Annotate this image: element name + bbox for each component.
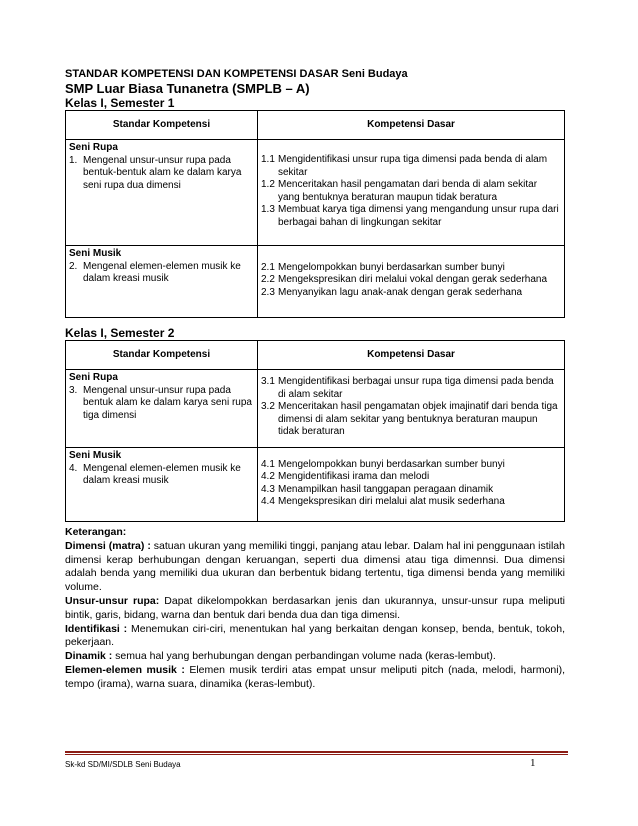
- sk-number: 4.: [69, 462, 78, 474]
- subject-label: Seni Musik: [69, 450, 122, 461]
- table-header-row: [66, 341, 565, 370]
- sk-cell: [66, 448, 258, 522]
- kd-number: 2.2: [261, 274, 275, 286]
- kd-header: Kompetensi Dasar: [258, 341, 565, 370]
- kd-text: Mengidentifikasi irama dan melodi: [278, 471, 430, 482]
- sk-number: 3.: [69, 384, 78, 396]
- sk-text: Mengenal elemen-elemen musik ke dalam kreasi musik: [83, 462, 241, 486]
- note-text: Menemukan ciri-ciri, menentukan hal yang berkaitan dengan konsep, benda, bentuk, tokoh, pekerjaan.: [65, 622, 565, 649]
- subject-label: Seni Musik: [69, 248, 122, 259]
- kd-text: Menceritakan hasil pengamatan objek imajinatif dari benda tiga dimensi di alam sekitar yang bentuknya beraturan maupun tidak beraturan: [278, 401, 558, 438]
- sk-item: [69, 155, 254, 193]
- document-title: STANDAR KOMPETENSI DAN KOMPETENSI DASAR Seni Budaya: [65, 68, 408, 80]
- kd-text: Mengekspresikan diri melalui vokal dengan gerak sederhana: [278, 274, 548, 286]
- kd-item: [261, 459, 561, 472]
- kd-item: [261, 154, 561, 179]
- kd-text: Mengelompokkan bunyi berdasarkan sumber bunyi: [278, 458, 505, 470]
- sk-text: Mengenal elemen-elemen musik ke dalam kreasi musik: [83, 260, 241, 284]
- kd-text: Menceritakan hasil pengamatan dari benda di alam sekitar yang bentuknya beraturan maupun tidak beratura: [278, 179, 538, 203]
- kd-item: [261, 262, 561, 275]
- footer-rule-thin: [65, 754, 568, 755]
- kd-item: [261, 287, 561, 300]
- kd-text: Mengelompokkan bunyi berdasarkan sumber bunyi: [278, 261, 505, 273]
- kd-number: 1.2: [261, 179, 275, 190]
- kd-number: 4.3: [261, 483, 275, 495]
- note-term: Identifikasi :: [65, 622, 128, 635]
- kd-number: 1.1: [261, 154, 275, 165]
- sk-item: [69, 463, 254, 488]
- kd-text: Menampilkan hasil tanggapan peragaan dinamik: [278, 483, 494, 495]
- kd-item: [261, 179, 561, 204]
- semester-2-table: [65, 340, 565, 522]
- sk-cell: [66, 370, 258, 448]
- kd-number: 3.1: [261, 376, 275, 388]
- document-page: [65, 68, 565, 692]
- note-text: Elemen musik terdiri atas empat unsur meliputi pitch (nada, melodi, harmoni), tempo (irama), warna suara, dinamika (keras-lembut).: [65, 663, 565, 690]
- semester-1-heading: Kelas I, Semester 1: [65, 96, 175, 110]
- page-number: 1: [530, 757, 536, 769]
- footer-label: Sk-kd SD/MI/SDLB Seni Budaya: [65, 760, 181, 769]
- note-elemen-musik: [65, 664, 565, 692]
- footer-rule: [65, 751, 568, 753]
- sk-text: Mengenal unsur-unsur rupa pada bentuk alam ke dalam karya seni rupa tiga dimensi: [83, 384, 252, 421]
- kd-text: Mengidentifikasi berbagai unsur rupa tiga dimensi pada benda di alam sekitar: [278, 376, 554, 400]
- sk-cell: [66, 140, 258, 246]
- kd-cell: [258, 246, 565, 318]
- kd-number: 1.3: [261, 204, 275, 215]
- school-name: SMP Luar Biasa Tunanetra (SMPLB – A): [65, 81, 310, 96]
- note-term: Dinamik :: [65, 650, 113, 663]
- kd-number: 4.4: [261, 496, 275, 507]
- note-unsur-rupa: [65, 595, 565, 623]
- sk-number: 1.: [69, 154, 78, 166]
- notes-section: [65, 526, 565, 692]
- kd-item: [261, 401, 561, 439]
- table-row: [66, 140, 565, 246]
- semester-1-table: [65, 110, 565, 318]
- kd-number: 4.1: [261, 458, 275, 470]
- sk-number: 2.: [69, 260, 78, 272]
- note-text: semua hal yang berhubungan dengan perbandingan volume nada (keras-lembut).: [112, 650, 496, 663]
- note-term: Dimensi (matra) :: [65, 539, 151, 552]
- kd-number: 3.2: [261, 401, 275, 413]
- sk-item: [69, 385, 254, 423]
- note-term: Unsur-unsur rupa:: [65, 594, 160, 607]
- kd-number: 4.2: [261, 471, 275, 482]
- table-row: [66, 370, 565, 448]
- notes-heading: Keterangan:: [65, 526, 127, 538]
- kd-number: 2.1: [261, 261, 275, 273]
- kd-cell: [258, 448, 565, 522]
- kd-item: [261, 496, 561, 509]
- kd-text: Mengidentifikasi unsur rupa tiga dimensi pada benda di alam sekitar: [278, 154, 548, 178]
- sk-item: [69, 261, 254, 286]
- note-text: satuan ukuran yang memiliki tinggi, panjang atau lebar. Dalam hal ini penggunaan istilah dimensi kerap berhubungan dengan keruangan, seperti dua dimensi atau tiga dimennsi. Dua dimensi adalah benda yang memiliki dua ukuran dan berbentuk bidang tertentu, tiga dimensi benda yang memiliki volume.: [65, 539, 565, 594]
- kd-header: Kompetensi Dasar: [258, 111, 565, 140]
- kd-text: Mengekspresikan diri melalui alat musik sederhana: [278, 496, 505, 507]
- kd-cell: [258, 370, 565, 448]
- kd-item: [261, 204, 561, 229]
- kd-number: 2.3: [261, 286, 275, 298]
- kd-item: [261, 376, 561, 401]
- subject-label: Seni Rupa: [69, 142, 118, 153]
- kd-item: [261, 471, 561, 484]
- table-row: [66, 246, 565, 318]
- subject-label: Seni Rupa: [69, 372, 118, 383]
- table-header-row: [66, 111, 565, 140]
- kd-cell: [258, 140, 565, 246]
- semester-2-heading: Kelas I, Semester 2: [65, 326, 175, 340]
- sk-cell: [66, 246, 258, 318]
- kd-item: [261, 484, 561, 497]
- note-dinamik: [65, 650, 565, 664]
- sk-header: Standar Kompetensi: [66, 341, 258, 370]
- kd-text: Membuat karya tiga dimensi yang mengandung unsur rupa dari berbagai bahan di lingkungan sekitar: [278, 204, 559, 228]
- note-text: Dapat dikelompokkan berdasarkan jenis dan ukurannya, unsur-unsur rupa meliputi bintik, garis, bidang, warna dan bentuk dari benda dua dan tiga dimensi.: [65, 594, 565, 621]
- kd-item: [261, 274, 561, 287]
- note-identifikasi: [65, 623, 565, 651]
- table-row: [66, 448, 565, 522]
- sk-text: Mengenal unsur-unsur rupa pada bentuk-bentuk alam ke dalam karya seni rupa dua dimensi: [83, 154, 242, 191]
- sk-header: Standar Kompetensi: [66, 111, 258, 140]
- note-term: Elemen-elemen musik :: [65, 663, 185, 676]
- kd-text: Menyanyikan lagu anak-anak dengan gerak sederhana: [278, 286, 523, 298]
- note-dimensi: [65, 540, 565, 595]
